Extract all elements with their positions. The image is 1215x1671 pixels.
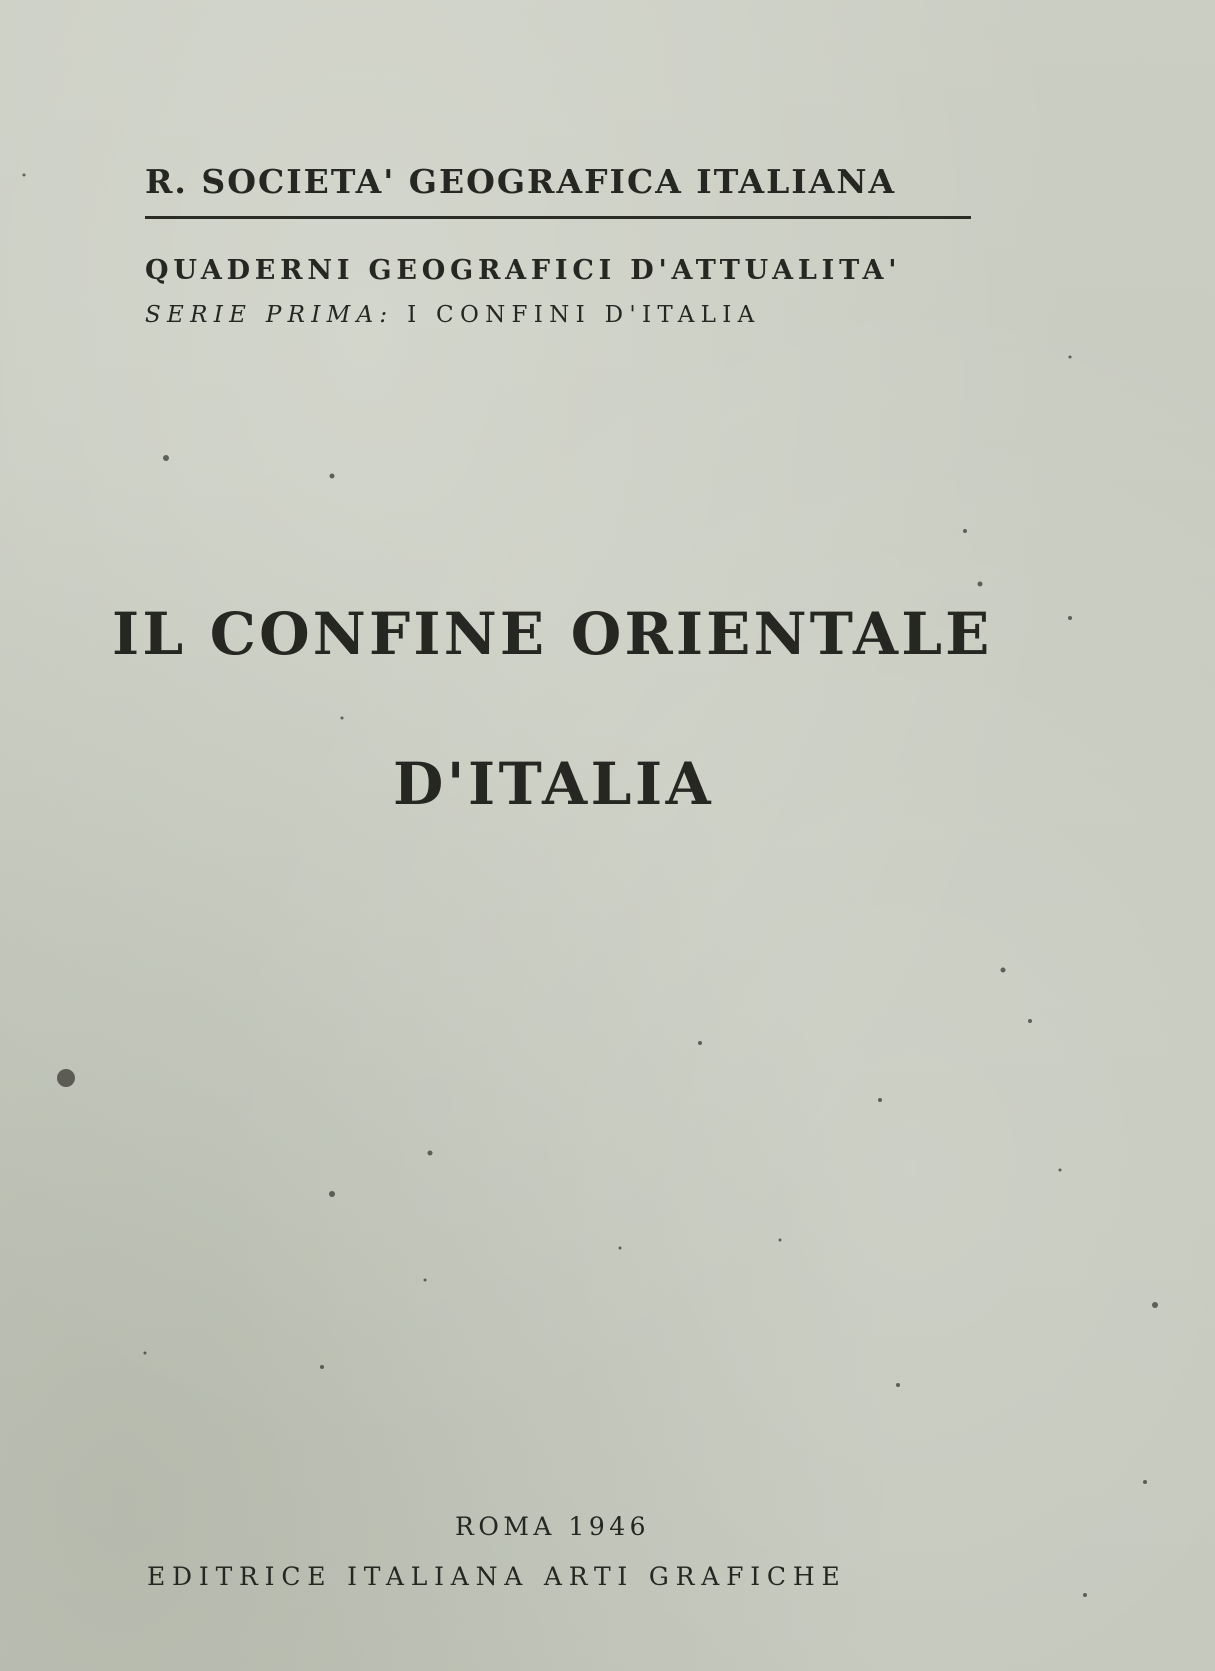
place-and-year: ROMA 1946 (455, 1512, 651, 1541)
subseries-line (145, 302, 761, 328)
main-title-line-2: D'ITALIA (393, 750, 715, 818)
society-name: R. SOCIETA' GEOGRAFICA ITALIANA (145, 162, 897, 201)
subseries-title: I CONFINI D'ITALIA (407, 302, 761, 328)
publisher-name: EDITRICE ITALIANA ARTI GRAFICHE (147, 1562, 847, 1591)
header-rule (145, 216, 971, 219)
subseries-label: SERIE PRIMA: (145, 302, 394, 328)
main-title-line-1: IL CONFINE ORIENTALE (112, 600, 993, 668)
series-title: QUADERNI GEOGRAFICI D'ATTUALITA' (145, 255, 902, 286)
